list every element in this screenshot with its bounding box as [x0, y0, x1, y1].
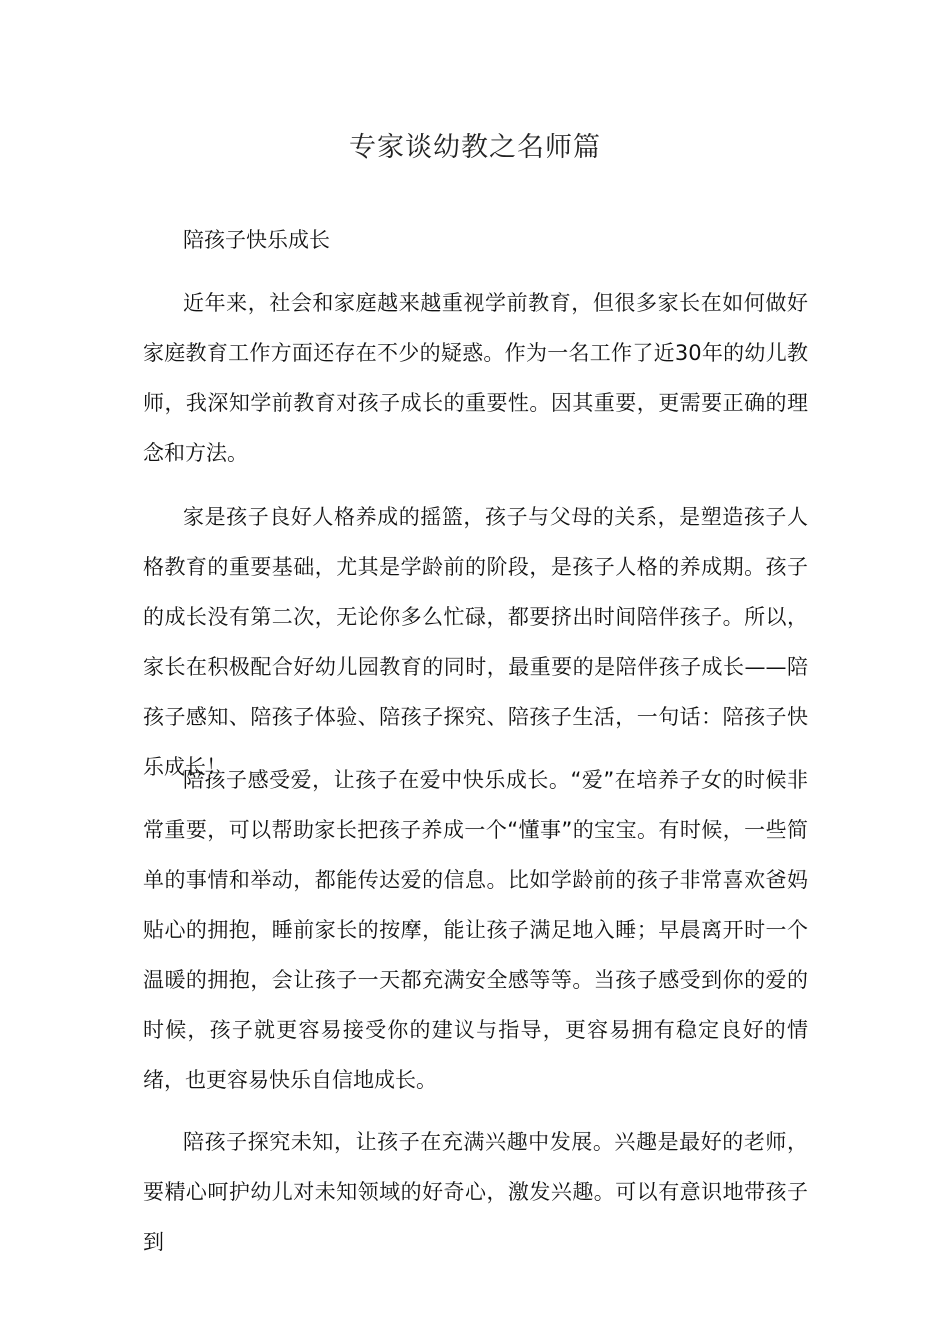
paragraph-1: 近年来，社会和家庭越来越重视学前教育，但很多家长在如何做好家庭教育工作方面还存在不少的疑惑。作为一名工作了近30年的幼儿教师，我深知学前教育对孩子成长的重要性。因其重要，更需要正确的理念和方法。: [143, 291, 808, 465]
paragraph-4: 陪孩子探究未知，让孩子在充满兴趣中发展。兴趣是最好的老师，要精心呵护幼儿对未知领域的好奇心，激发兴趣。可以有意识地带孩子到: [143, 1130, 808, 1254]
paragraph-3: 陪孩子感受爱，让孩子在爱中快乐成长。“爱”在培养子女的时候非常重要，可以帮助家长把孩子养成一个“懂事”的宝宝。有时候，一些简单的事情和举动，都能传达爱的信息。比如学龄前的孩子非常喜欢爸妈贴心的拥抱，睡前家长的按摩，能让孩子满足地入睡；早晨离开时一个温暖的拥抱，会让孩子一天都充满安全感等等。当孩子感受到你的爱的时候，孩子就更容易接受你的建议与指导，更容易拥有稳定良好的情绪，也更容易快乐自信地成长。: [143, 768, 808, 1092]
document-title: 专家谈幼教之名师篇: [349, 132, 601, 163]
paragraph-2: 家是孩子良好人格养成的摇篮，孩子与父母的关系，是塑造孩子人格教育的重要基础，尤其是学龄前的阶段，是孩子人格的养成期。孩子的成长没有第二次，无论你多么忙碌，都要挤出时间陪伴孩子。所以，家长在积极配合好幼儿园教育的同时，最重要的是陪伴孩子成长——陪孩子感知、陪孩子体验、陪孩子探究、陪孩子生活，一句话：陪孩子快乐成长！: [143, 505, 808, 779]
section-heading: 陪孩子快乐成长: [183, 228, 330, 252]
